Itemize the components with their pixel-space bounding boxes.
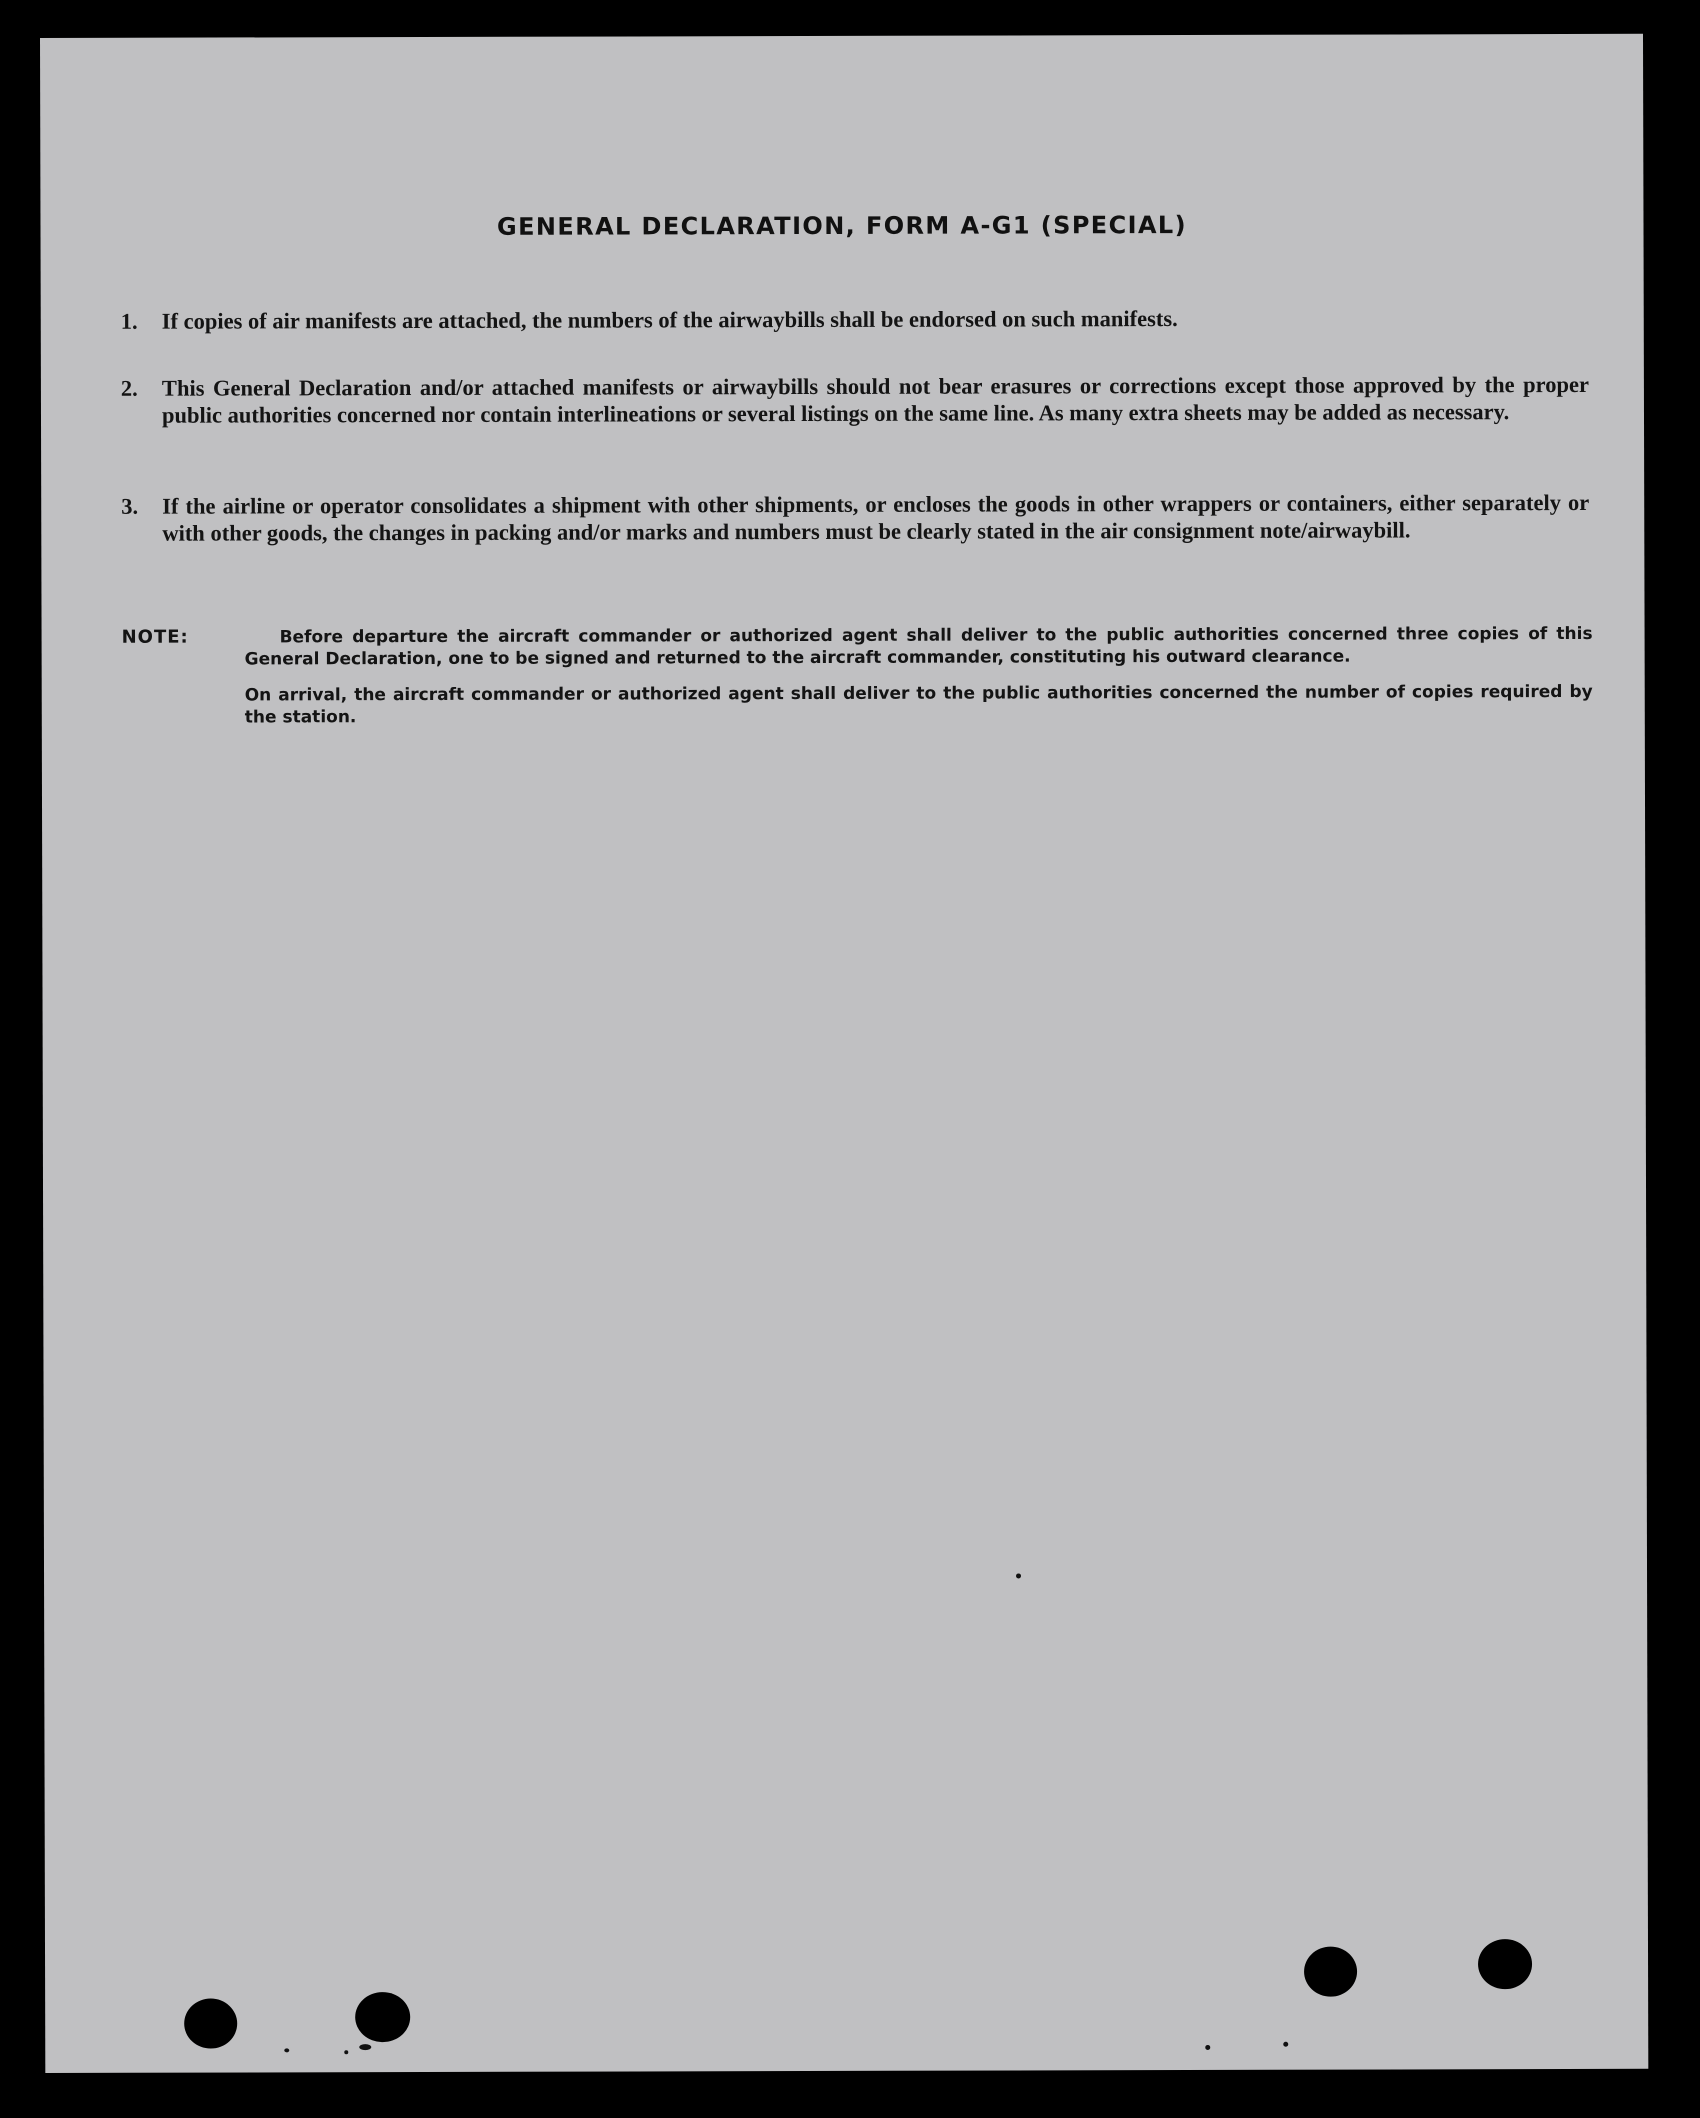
document-page (40, 34, 1648, 2073)
instruction-item (121, 372, 1589, 429)
paper-speck (284, 2048, 289, 2052)
instruction-number: 2. (120, 375, 138, 401)
punch-hole (184, 1998, 237, 2048)
instruction-text: This General Declaration and/or attached manifests or airwaybills should not bear erasures or corrections except those approved by the proper public authorities concerned nor contain interlineations or several listings on the same line. As many extra sheets may be added as necessary. (161, 371, 1589, 428)
note-paragraph: On arrival, the aircraft commander or authorized agent shall deliver to the public authorities concerned the number of copies required by the station. (244, 681, 1593, 728)
note-label: NOTE: (121, 626, 189, 648)
instruction-item (121, 490, 1589, 547)
punch-hole (355, 1992, 410, 2042)
instruction-item (121, 305, 1589, 335)
paper-speck (1205, 2045, 1210, 2050)
instruction-text: If copies of air manifests are attached, the numbers of the airwaybills shall be endorsed on such manifests. (161, 306, 1178, 334)
paper-speck (1016, 1573, 1021, 1578)
punch-hole (1478, 1939, 1532, 1989)
paper-speck (344, 2050, 348, 2054)
instruction-number: 1. (120, 308, 138, 334)
paper-speck (359, 2044, 371, 2050)
note-paragraph: Before departure the aircraft commander or authorized agent shall deliver to the public authorities concerned three copies of this General Declaration, one to be signed and returned to the aircraft commander, constituting his outward clearance. (244, 623, 1593, 670)
instruction-text: If the airline or operator consolidates a shipment with other shipments, or encloses the goods in other wrappers or containers, either separately or with other goods, the changes in packing and/or marks and numbers must be clearly stated in the air consignment note/airwaybill. (162, 489, 1590, 546)
instruction-number: 3. (121, 493, 139, 519)
note-section (121, 623, 1593, 728)
paper-speck (1283, 2042, 1288, 2047)
punch-hole (1304, 1947, 1357, 1997)
document-title: GENERAL DECLARATION, FORM A-G1 (SPECIAL) (496, 210, 1187, 241)
